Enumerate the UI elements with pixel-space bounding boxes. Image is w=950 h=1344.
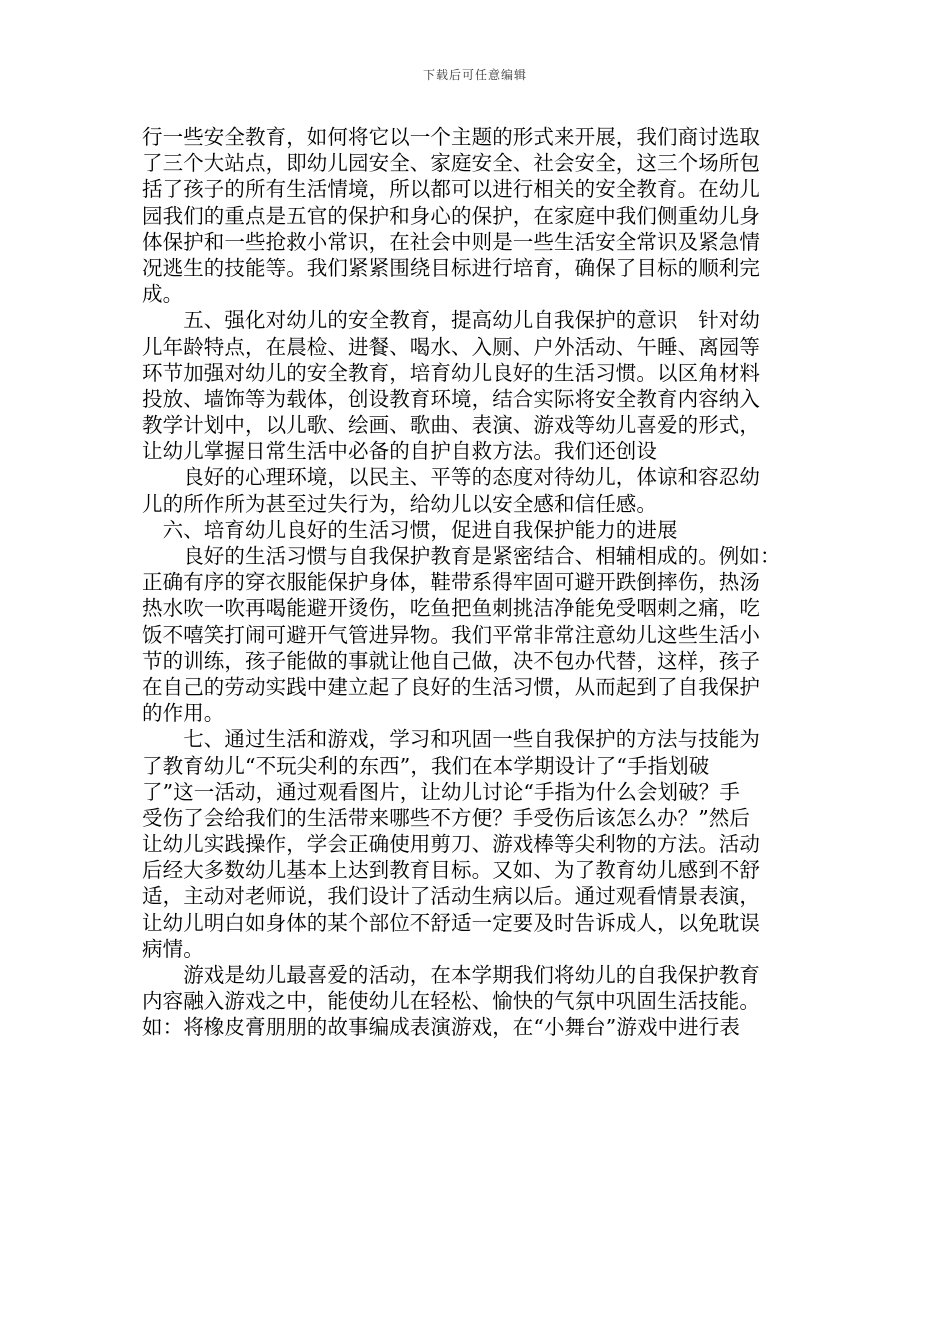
text-line: 了三个大站点，即幼儿园安全、家庭安全、社会安全，这三个场所包 <box>142 151 760 176</box>
text-line: 受伤了会给我们的生活带来哪些不方便？手受伤后该怎么办？”然后 <box>142 805 750 830</box>
text-line: 儿年龄特点，在晨检、进餐、喝水、入厕、户外活动、午睡、离园等 <box>142 334 760 359</box>
text-line: 教学计划中，以儿歌、绘画、歌曲、表演、游戏等幼儿喜爱的形式， <box>142 413 760 438</box>
text-line: 如：将橡皮膏朋朋的故事编成表演游戏，在“小舞台”游戏中进行表 <box>142 1015 740 1040</box>
text-line: 节的训练，孩子能做的事就让他自己做，决不包办代替，这样，孩子 <box>142 648 760 673</box>
text-line: 五、强化对幼儿的安全教育，提高幼儿自我保护的意识 针对幼 <box>142 308 760 333</box>
text-line: 体保护和一些抢救小常识，在社会中则是一些生活安全常识及紧急情 <box>142 229 760 254</box>
text-line: 适，主动对老师说，我们设计了活动生病以后。通过观看情景表演， <box>142 884 760 909</box>
text-line: 行一些安全教育，如何将它以一个主题的形式来开展，我们商讨选取 <box>142 125 760 149</box>
text-line: 在自己的劳动实践中建立起了良好的生活习惯，从而起到了自我保护 <box>142 674 760 699</box>
text-line: 饭不嘻笑打闹可避开气管进异物。我们平常非常注意幼儿这些生活小 <box>142 622 760 647</box>
text-line: 正确有序的穿衣服能保护身体，鞋带系得牢固可避开跌倒摔伤，热汤 <box>142 570 760 595</box>
text-line: 让幼儿实践操作，学会正确使用剪刀、游戏棒等尖利物的方法。活动 <box>142 832 760 857</box>
text-line: 内容融入游戏之中，能使幼儿在轻松、愉快的气氛中巩固生活技能。 <box>142 989 760 1014</box>
text-line: 热水吹一吹再喝能避开烫伤，吃鱼把鱼刺挑洁净能免受咽刺之痛，吃 <box>142 596 760 621</box>
text-line: 投放、墙饰等为载体，创设教育环境，结合实际将安全教育内容纳入 <box>142 386 760 411</box>
text-line: 成。 <box>142 282 184 307</box>
text-line: 让幼儿明白如身体的某个部位不舒适一定要及时告诉成人，以免耽误 <box>142 910 760 935</box>
text-line: 况逃生的技能等。我们紧紧围绕目标进行培育，确保了目标的顺利完 <box>142 255 760 280</box>
text-line: 良好的生活习惯与自我保护教育是紧密结合、相辅相成的。例如： <box>142 544 781 568</box>
text-line: 了教育幼儿“不玩尖利的东西”，我们在本学期设计了“手指划破 <box>142 753 710 778</box>
text-line: 后经大多数幼儿基本上达到教育目标。又如、为了教育幼儿感到不舒 <box>142 858 760 883</box>
text-line: 游戏是幼儿最喜爱的活动，在本学期我们将幼儿的自我保护教育 <box>142 963 760 987</box>
text-line: 七、通过生活和游戏，学习和巩固一些自我保护的方法与技能为 <box>142 727 760 752</box>
text-line: 儿的所作所为甚至过失行为，给幼儿以安全感和信任感。 <box>142 491 657 516</box>
header-note: 下载后可任意编辑 <box>422 68 527 82</box>
text-line: 园我们的重点是五官的保护和身心的保护，在家庭中我们侧重幼儿身 <box>142 203 760 228</box>
text-line: 良好的心理环境，以民主、平等的态度对待幼儿，体谅和容忍幼 <box>142 465 760 490</box>
text-line: 环节加强对幼儿的安全教育，培育幼儿良好的生活习惯。以区角材料 <box>142 360 760 385</box>
text-line: 六、培育幼儿良好的生活习惯，促进自我保护能力的进展 <box>142 517 678 542</box>
body-text <box>142 124 810 1041</box>
text-line: 让幼儿掌握日常生活中必备的自护自救方法。我们还创设 <box>142 439 657 464</box>
text-line: 括了孩子的所有生活情境，所以都可以进行相关的安全教育。在幼儿 <box>142 177 760 202</box>
text-line: 了”这一活动，通过观看图片，让幼儿讨论“手指为什么会划破？手 <box>142 779 740 804</box>
text-line: 病情。 <box>142 936 204 961</box>
text-line: 的作用。 <box>142 701 225 726</box>
